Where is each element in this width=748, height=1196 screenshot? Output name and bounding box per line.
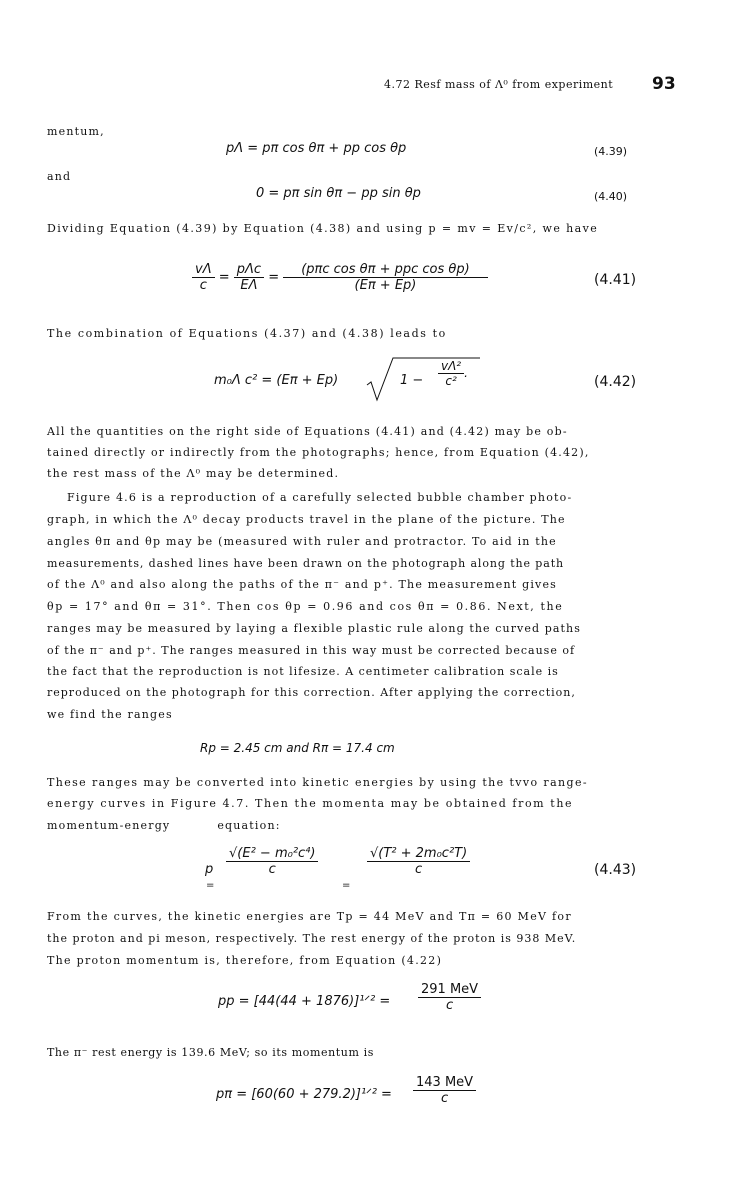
page-number: 93 xyxy=(652,74,676,94)
fraction: $\frac{\text{pΛc}}{E\Lambda}$ xyxy=(234,262,264,293)
text-line: Figure 4.6 is a reproduction of a carefully selected bubble chamber photo- xyxy=(67,491,573,504)
text-line: The proton momentum is, therefore, from Equation (4.22) xyxy=(47,954,443,967)
text-line: of the π⁻ and p⁺. The ranges measured in this way must be corrected because of xyxy=(47,644,576,657)
text-line: Dividing Equation (4.39) by Equation (4.38) and using p = mv = Ev/c², we have xyxy=(47,222,599,235)
fraction: $\frac{v\Lambda}{c}$ xyxy=(192,262,215,293)
running-title: 4.72 Resf mass of Λ⁰ from experiment xyxy=(384,78,614,91)
text-line: tained directly or indirectly from the photographs; hence, from Equation (4.42), xyxy=(47,446,590,459)
text-line: the proton and pi meson, respectively. The rest energy of the proton is 938 MeV. xyxy=(47,932,577,945)
proton-momentum-fraction: $\frac{\text{291 MeV}}{c}$ xyxy=(418,982,481,1013)
text-line: momentum-energy equation: xyxy=(47,819,281,832)
text-line: measurements, dashed lines have been drawn on the photograph along the path xyxy=(47,557,565,570)
text-line: ranges may be measured by laying a flexible plastic rule along the curved paths xyxy=(47,622,581,635)
text-line: the fact that the reproduction is not lifesize. A centimeter calibration scale is xyxy=(47,665,559,678)
equation-4-43-fraction-2: $\frac{\text{√(T² + 2m₀c²T)}}{c}$ xyxy=(367,846,470,877)
text-line: All the quantities on the right side of Equations (4.41) and (4.42) may be ob- xyxy=(47,425,568,438)
equation-4-43-fraction-1: $\frac{\text{√(E² − m₀²c⁴)}}{c}$ xyxy=(226,846,318,877)
text-line: angles θπ and θp may be (measured with ruler and protractor. To aid in the xyxy=(47,535,557,548)
equation-4-39: pΛ = pπ cos θπ + pp cos θp xyxy=(226,141,407,156)
text-line: and xyxy=(47,170,72,183)
text-line: The π⁻ rest energy is 139.6 MeV; so its momentum is xyxy=(47,1046,374,1059)
proton-momentum-lhs: pp = [44(44 + 1876)]¹ᐟ² = xyxy=(218,994,391,1009)
equation-number: (4.39) xyxy=(594,145,628,158)
equation-4-43-lhs: p xyxy=(205,862,214,877)
text-line: The combination of Equations (4.37) and (4.38) leads to xyxy=(47,327,447,340)
equation-number: (4.43) xyxy=(594,862,637,878)
text-line: reproduced on the photograph for this correction. After applying the correction, xyxy=(47,686,576,699)
text-line: mentum, xyxy=(47,125,105,138)
equation-4-40: 0 = pπ sin θπ − pp sin θp xyxy=(256,186,421,201)
ranges-equation: Rp = 2.45 cm and Rπ = 17.4 cm xyxy=(200,741,395,755)
text-line: These ranges may be converted into kinetic energies by using the tvvo range- xyxy=(47,776,589,789)
equation-number: (4.40) xyxy=(594,190,628,203)
text-line: θp = 17° and θπ = 31°. Then cos θp = 0.96 and cos θπ = 0.86. Next, the xyxy=(47,600,564,613)
text-line: the rest mass of the Λ⁰ may be determined. xyxy=(47,467,340,480)
fraction: $\frac{\text{(pπc cos θπ + ppc cos θp)}}{(E\pi + Ep)}$ xyxy=(283,262,487,293)
equation-4-42-lhs: m₀Λ c² = (Eπ + Ep) xyxy=(214,373,339,388)
equation-number: (4.42) xyxy=(594,374,637,390)
text-line: graph, in which the Λ⁰ decay products travel in the plane of the picture. The xyxy=(47,513,566,526)
equation-4-41: $\frac{v\Lambda}{c}$ = $\frac{\text{pΛc}}{E\Lambda}$ = $\frac{\text{(pπc cos θπ + ppc cos θp)}}{(E\pi + Ep)}$ xyxy=(192,262,488,293)
equals-sign: = xyxy=(206,880,215,891)
equation-4-42-fraction: $\frac{\text{vΛ²}}{\text{c²}}$ . xyxy=(438,359,468,388)
text-line: we find the ranges xyxy=(47,708,173,721)
text-line: From the curves, the kinetic energies are Tp = 44 MeV and Tπ = 60 MeV for xyxy=(47,910,572,923)
pion-momentum-lhs: pπ = [60(60 + 279.2)]¹ᐟ² = xyxy=(216,1087,392,1102)
equation-number: (4.41) xyxy=(594,272,637,288)
equals-sign: = xyxy=(342,880,351,891)
pion-momentum-fraction: $\frac{\text{143 MeV}}{c}$ xyxy=(413,1075,476,1106)
text-line: of the Λ⁰ and also along the paths of the π⁻ and p⁺. The measurement gives xyxy=(47,578,558,591)
equation-4-42-root: 1 − xyxy=(400,373,424,388)
text-line: energy curves in Figure 4.7. Then the momenta may be obtained from the xyxy=(47,797,574,810)
